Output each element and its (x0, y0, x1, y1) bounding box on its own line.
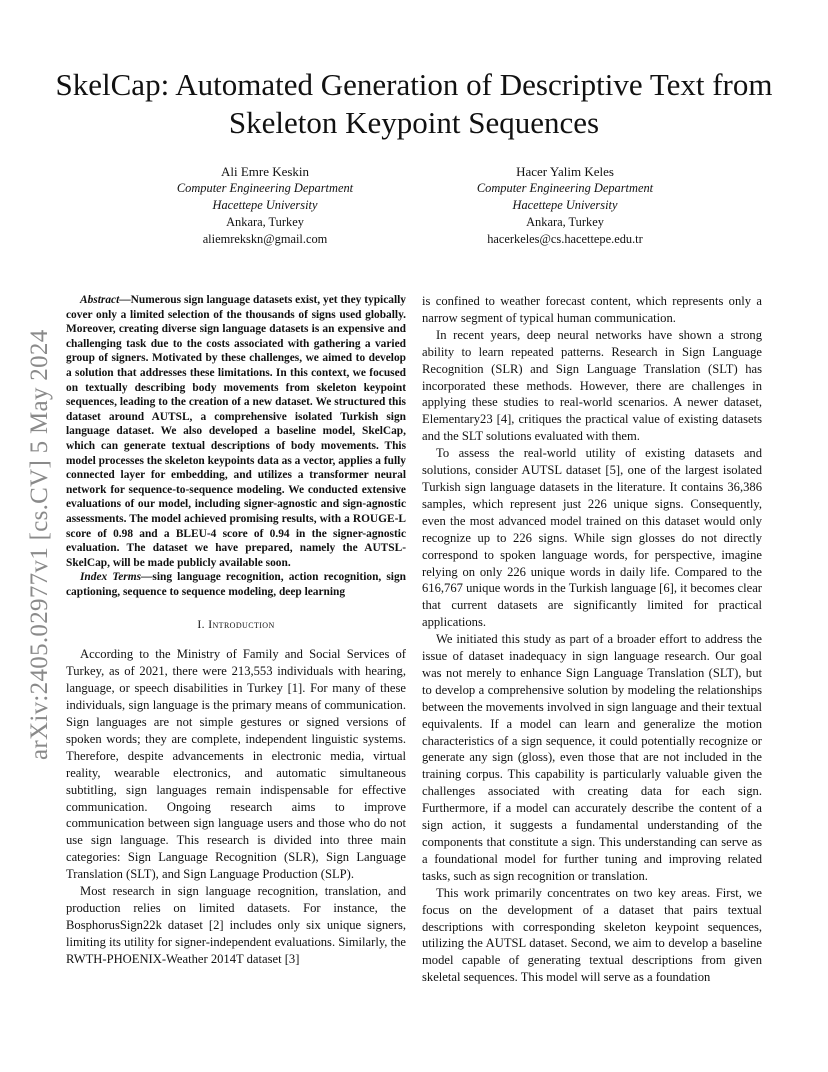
paragraph: According to the Ministry of Family and Social Services of Turkey, as of 2021, there were 213,553 individuals with hearing, language, or speech disabilities in Turkey [1]. For many of these individuals, sign language is the primary means of communication. Sign languages are not simple gestures or signed versions of spoken words; they are complete, independent linguistic systems. Therefore, despite advancements in electronic media, virtual reality, wearable electronics, and automatic simultaneous subtitling, sign languages remain indispensable for effective communication. Ongoing research aims to improve communication between sign language users and those who do not use sign language. This research is divided into three main categories: Sign Language Recognition (SLR), Sign Language Translation (SLT), and Sign Language Production (SLP). (66, 647, 406, 882)
author-department: Computer Engineering Department (176, 181, 354, 195)
arxiv-stamp: arXiv:2405.02977v1 [cs.CV] 5 May 2024 (26, 329, 53, 760)
paragraph: This work primarily concentrates on two key areas. First, we focus on the development of a dataset that pairs textual descriptions with corresponding skeleton keypoint sequences, utilizing the AUTSL dataset. Second, we aim to develop a baseline model capable of generating textual descriptions from given skeletal sequences. This model will serve as a foundation (422, 885, 762, 985)
section-heading (66, 617, 406, 634)
abstract-label: Abstract (80, 294, 120, 306)
paragraph: To assess the real-world utility of existing datasets and solutions, consider AUTSL dataset [5], one of the largest isolated Turkish sign language datasets in the literature. It contains 36,386 samples, which represent just 226 unique signs. Consequently, even the most advanced model trained on this dataset would only recognize up to 226 signs. While sign glosses do not directly correspond to spoken language words, for perspective, imagine relying on only 226 unique words in daily life. Compared to the 616,767 unique words in the Turkish language [6], it becomes clear that current datasets are significantly limited for practical applications. (422, 446, 762, 630)
author-university: Hacettepe University (512, 198, 618, 212)
index-terms-label: Index Terms (80, 571, 142, 584)
author-name: Ali Emre Keskin (220, 164, 310, 179)
section-title: Introduction (208, 618, 275, 632)
left-column (66, 293, 406, 968)
index-terms (66, 570, 406, 599)
paragraph: We initiated this study as part of a broader effort to address the issue of dataset inadequacy in sign language research. Our goal was not merely to enhance Sign Language Translation (SLT), but to develop a comprehensive solution by modeling the relationships between the movements involved in sign language and their textual equivalents. If a model can learn and generalize the motion characteristics of a sign sequence, it could potentially recognize or generate any sign (gloss), even those that are not included in the training corpus. This capability is particularly valuable given the challenges associated with creating data for each sign. Furthermore, if a model can accurately describe the content of a sign action, it suggests a fundamental understanding of the components that constitute a sign. This understanding can serve as a foundational model for further tuning and improving related tasks, such as sign recognition or translation. (422, 632, 762, 883)
index-terms-text: —sing language recognition, action recognition, sign captioning, sequence to sequence modeling, deep learning (66, 571, 406, 598)
paper-title: SkelCap: Automated Generation of Descriptive Text from Skeleton Keypoint Sequences (55, 67, 773, 140)
abstract (66, 293, 406, 570)
abstract-text: —Numerous sign language datasets exist, yet they typically cover only a limited selection of the thousands of signs used globally. Moreover, creating diverse sign language datasets is an expensive and challenging task due to the costs associated with gathering a varied group of signers. Motivated by these challenges, we aimed to develop a solution that addresses these limitations. In this context, we focused on textually describing body movements from skeleton keypoint sequences, leading to the creation of a new dataset. We structured this dataset around AUTSL, a comprehensive isolated Turkish sign language dataset. We also developed a baseline model, SkelCap, which can generate textual descriptions of body movements. This model processes the skeleton keypoints data as a vector, applies a fully connected layer for embedding, and utilizes a transformer neural network for sequence-to-sequence modeling. We conducted extensive evaluations of our model, including signer-agnostic and sign-agnostic assessments. The model achieved promising results, with a ROUGE-L score of 0.98 and a BLEU-4 score of 0.94 in the signer-agnostic evaluation. The dataset we have prepared, namely the AUTSL-SkelCap, will be made publicly available soon. (66, 294, 406, 569)
author-block-2 (400, 163, 730, 248)
author-email: aliemrekskn@gmail.com (202, 232, 328, 246)
right-column (422, 293, 762, 986)
paragraph: is confined to weather forecast content, which represents only a narrow segment of typical human communication. (422, 294, 762, 325)
section-number: I. (197, 618, 205, 632)
author-name: Hacer Yalim Keles (516, 164, 614, 179)
author-email: hacerkeles@cs.hacettepe.edu.tr (487, 232, 643, 246)
paragraph: Most research in sign language recognition, translation, and production relies on limited datasets. For instance, the BosphorusSign22k dataset [2] includes only six unique signers, limiting its utility for signer-independent evaluations. Similarly, the RWTH-PHOENIX-Weather 2014T dataset [3] (66, 884, 406, 966)
paragraph: In recent years, deep neural networks have shown a strong ability to learn repeated patterns. Research in Sign Language Recognition (SLR) and Sign Language Translation (SLT) has incorporated these methods. However, there are challenges in applying these studies to real-world scenarios. A newer dataset, Elementary23 [4], critiques the practical value of existing datasets and the SLT solutions evaluated with them. (422, 327, 762, 444)
author-location: Ankara, Turkey (226, 215, 304, 229)
author-department: Computer Engineering Department (476, 181, 654, 195)
author-block-1 (100, 163, 430, 248)
author-location: Ankara, Turkey (526, 215, 604, 229)
author-university: Hacettepe University (212, 198, 318, 212)
